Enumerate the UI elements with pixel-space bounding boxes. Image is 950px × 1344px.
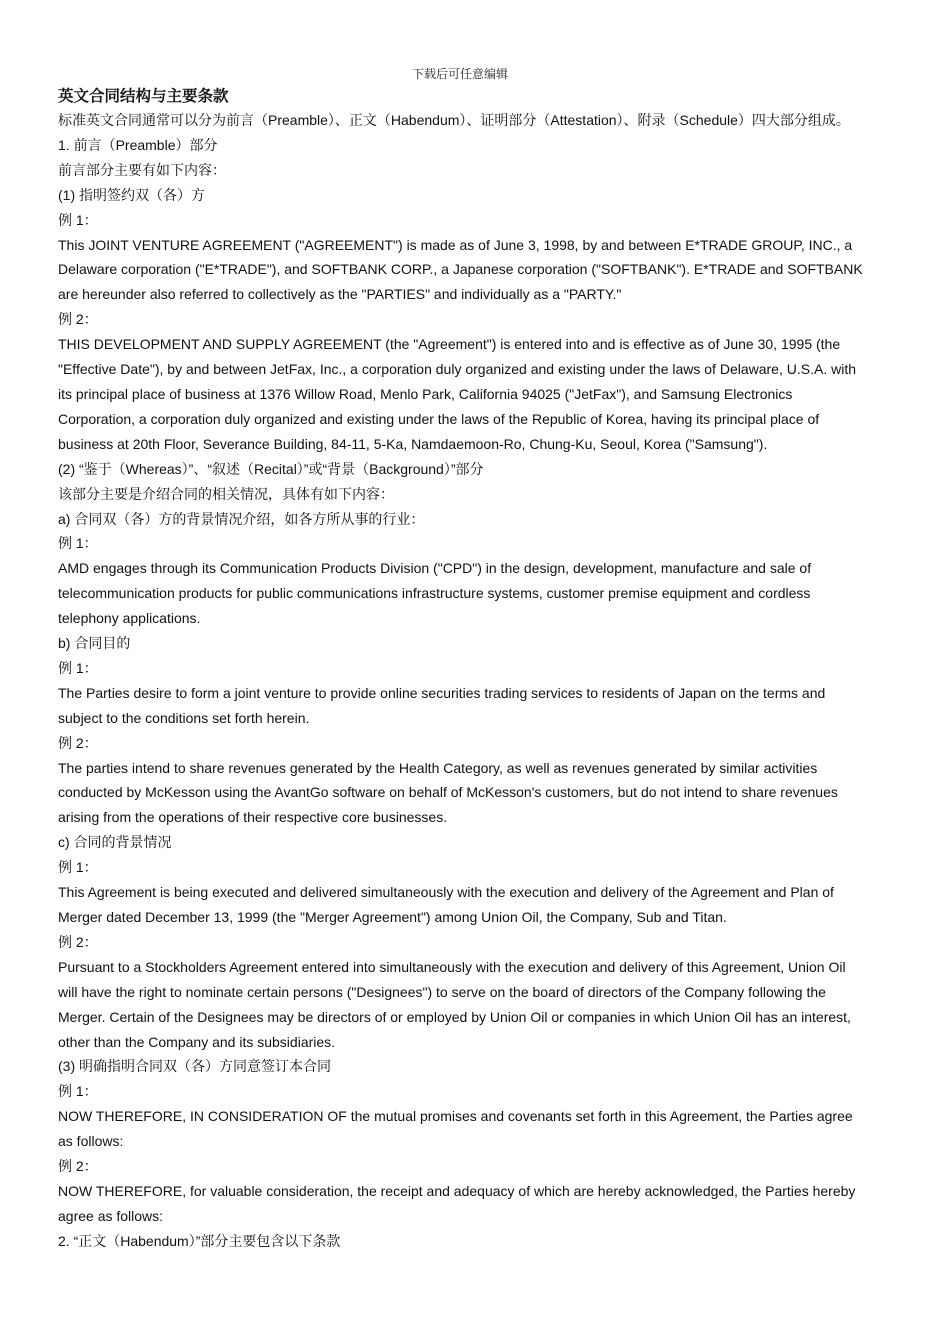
body-paragraph: THIS DEVELOPMENT AND SUPPLY AGREEMENT (the "Agreement") is entered into and is effective as of June 30, 1995 (the "Effective Date"), by and between JetFax, Inc., a corporation duly organized and existing under the laws of Delaware, U.S.A. with its principal place of business at 1376 Willow Road, Menlo Park, California 94025 ("JetFax"), and Samsung Electronics Corporation, a corporation duly organized and existing under the laws of the Republic of Korea, having its principal place of business at 20th Floor, Severance Building, 84-11, 5-Ka, Namdaemoon-Ro, Chung-Ku, Seoul, Korea ("Samsung"). xyxy=(58,336,856,452)
body-paragraph: (2) “鉴于（Whereas）”、“叙述（Recital）”或“背景（Background）”部分 xyxy=(58,460,484,477)
body-paragraph: This Agreement is being executed and delivered simultaneously with the execution and delivery of the Agreement and Plan of Merger dated December 13, 1999 (the "Merger Agreement") among Union Oil, the Company, Sub and Titan. xyxy=(58,884,834,925)
body-paragraph: 例 2： xyxy=(58,1158,98,1175)
body-paragraph: 例 2： xyxy=(58,734,98,751)
body-paragraph: 前言部分主要有如下内容： xyxy=(58,161,226,178)
body-paragraph: 例 2： xyxy=(58,933,98,950)
body-paragraph: 例 1： xyxy=(58,1083,98,1100)
body-paragraph: 1. 前言（Preamble）部分 xyxy=(58,136,218,153)
document-body xyxy=(58,108,864,1254)
body-paragraph: NOW THEREFORE, IN CONSIDERATION OF the mutual promises and covenants set forth in this Agreement, the Parties agree as follows: xyxy=(58,1108,853,1150)
body-paragraph: (1) 指明签约双（各）方 xyxy=(58,186,205,203)
body-paragraph: a) 合同双（各）方的背景情况介绍，如各方所从事的行业： xyxy=(58,510,425,527)
body-paragraph: 标准英文合同通常可以分为前言（Preamble）、正文（Habendum）、证明部分（Attestation）、附录（Schedule）四大部分组成。 xyxy=(58,112,850,128)
document-title: 英文合同结构与主要条款 xyxy=(58,87,229,105)
body-paragraph: AMD engages through its Communication Products Division ("CPD") in the design, development, manufacture and sale of telecommunication products for public communications infrastructure systems, customer premise equipment and cordless telephony applications. xyxy=(58,560,812,627)
body-paragraph: Pursuant to a Stockholders Agreement entered into simultaneously with the execution and delivery of this Agreement, Union Oil will have the right to nominate certain persons ("Designees") to serve on the board of directors of the Company following the Merger. Certain of the Designees may be directors of or employed by Union Oil or companies in which Union Oil has an interest, other than the Company and its subsidiaries. xyxy=(58,958,851,1050)
body-paragraph: (3) 明确指明合同双（各）方同意签订本合同 xyxy=(58,1058,331,1075)
body-paragraph: c) 合同的背景情况 xyxy=(58,834,172,851)
body-paragraph: 例 1： xyxy=(58,659,98,676)
header-note: 下载后可任意编辑 xyxy=(411,67,508,81)
body-paragraph: 2. “正文（Habendum）”部分主要包含以下条款 xyxy=(58,1232,341,1249)
body-paragraph: 例 2： xyxy=(58,311,98,328)
body-paragraph: The parties intend to share revenues generated by the Health Category, as well as revenues generated by similar activities conducted by McKesson using the AvantGo software on behalf of McKesson's customers, but do not intend to share revenues arising from the operations of their respective core businesses. xyxy=(58,759,838,826)
body-paragraph: 例 1： xyxy=(58,859,98,876)
body-paragraph: This JOINT VENTURE AGREEMENT ("AGREEMENT") is made as of June 3, 1998, by and between E*TRADE GROUP, INC., a Delaware corporation ("E*TRADE"), and SOFTBANK CORP., a Japanese corporation ("SOFTBANK"). E*TRADE and SOFTBANK are hereunder also referred to collectively as the "PARTIES" and individually as a "PARTY." xyxy=(58,236,863,303)
body-paragraph: 例 1： xyxy=(58,211,98,228)
body-paragraph: NOW THEREFORE, for valuable consideration, the receipt and adequacy of which are hereby acknowledged, the Parties hereby agree as follows: xyxy=(58,1182,856,1224)
body-paragraph: 该部分主要是介绍合同的相关情况，具体有如下内容： xyxy=(58,485,394,502)
body-paragraph: The Parties desire to form a joint venture to provide online securities trading services to residents of Japan on the terms and subject to the conditions set forth herein. xyxy=(58,684,826,726)
body-paragraph: 例 1： xyxy=(58,535,98,552)
body-paragraph: b) 合同目的 xyxy=(58,635,131,652)
